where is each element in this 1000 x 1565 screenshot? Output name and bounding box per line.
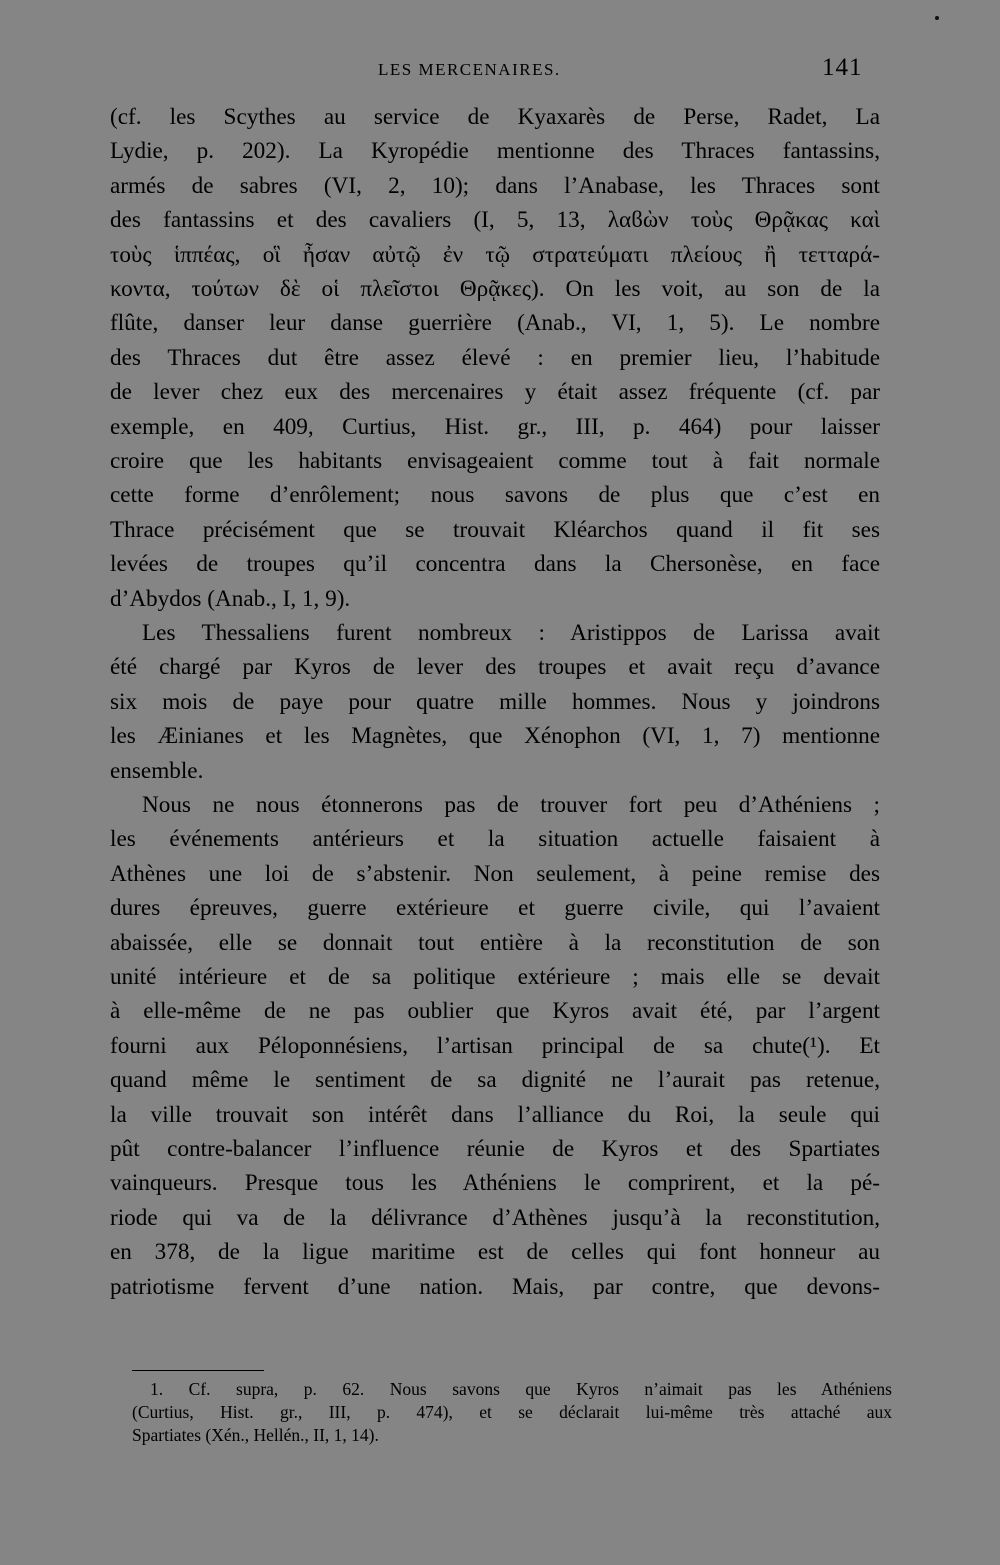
text-line: unité intérieure et de sa politique extérieure ; mais elle se devait xyxy=(110,964,880,990)
text-line: la ville trouvait son intérêt dans l’alliance du Roi, la seule qui xyxy=(110,1101,880,1128)
text-line: des Thraces dut être assez élevé : en premier lieu, l’habitude xyxy=(110,344,880,371)
text-line: dures épreuves, guerre extérieure et guerre civile, qui l’avaient xyxy=(110,895,880,922)
page-number: 141 xyxy=(822,54,863,81)
text-line: κοντα, τούτων δὲ οἱ πλεῖστοι Θρᾷκες). On les voit, au son de la xyxy=(110,276,880,302)
text-line: les événements antérieurs et la situation actuelle faisaient à xyxy=(110,826,880,853)
text-line: les Æinianes et les Magnètes, que Xénophon (VI, 1, 7) mentionne xyxy=(110,723,880,750)
text-line: (cf. les Scythes au service de Kyaxarès de Perse, Radet, La xyxy=(110,104,880,130)
text-line: armés de sabres (VI, 2, 10); dans l’Anabase, les Thraces sont xyxy=(110,172,880,199)
text-line: riode qui va de la délivrance d’Athènes jusqu’à la reconstitution, xyxy=(110,1204,880,1231)
text-line: Lydie, p. 202). La Kyropédie mentionne des Thraces fantassins, xyxy=(110,138,880,165)
text-line: de lever chez eux des mercenaires y était assez fréquente (cf. par xyxy=(110,379,880,406)
text-line: des fantassins et des cavaliers (I, 5, 13, λαϐὼν τοὺς Θρᾷκας καὶ xyxy=(110,207,880,234)
text-line: à elle-même de ne pas oublier que Kyros avait été, par l’argent xyxy=(110,998,880,1025)
text-line: exemple, en 409, Curtius, Hist. gr., III, p. 464) pour laisser xyxy=(110,413,880,440)
running-head xyxy=(0,54,1000,88)
footnote-line: Spartiates (Xén., Hellén., II, 1, 14). xyxy=(132,1425,379,1445)
paragraph-start-line: Nous ne nous étonnerons pas de trouver fort peu d’Athéniens ; xyxy=(142,792,880,818)
running-title: LES MERCENAIRES. xyxy=(378,60,561,79)
text-line: levées de troupes qu’il concentra dans la Chersonèse, en face xyxy=(110,551,880,578)
text-line: abaissée, elle se donnait tout entière à la reconstitution de son xyxy=(110,929,880,956)
footnote-divider xyxy=(132,1370,264,1371)
footnote-line: (Curtius, Hist. gr., III, p. 474), et se déclarait lui-même très attaché aux xyxy=(132,1402,892,1422)
page-speck xyxy=(935,16,939,20)
text-line: flûte, danser leur danse guerrière (Anab., VI, 1, 5). Le nombre xyxy=(110,310,880,337)
text-line: ensemble. xyxy=(110,757,204,784)
text-line: τοὺς ἱππέας, οἳ ἦσαν αὐτῷ ἐν τῷ στρατεύματι πλείους ἢ τετταρά- xyxy=(110,241,880,268)
text-line: d’Abydos (Anab., I, 1, 9). xyxy=(110,585,351,612)
text-line: croire que les habitants envisageaient comme tout à fait normale xyxy=(110,448,880,474)
text-line: vainqueurs. Presque tous les Athéniens le comprirent, et la pé- xyxy=(110,1170,880,1197)
text-line: Thrace précisément que se trouvait Kléarchos quand il fit ses xyxy=(110,516,880,543)
text-line: en 378, de la ligue maritime est de celles qui font honneur au xyxy=(110,1239,880,1266)
text-line: six mois de paye pour quatre mille hommes. Nous y joindrons xyxy=(110,688,880,715)
paragraph-start-line: Les Thessaliens furent nombreux : Aristippos de Larissa avait xyxy=(142,620,880,646)
text-line: cette forme d’enrôlement; nous savons de plus que c’est en xyxy=(110,482,880,509)
text-line: pût contre-balancer l’influence réunie de Kyros et des Spartiates xyxy=(110,1136,880,1162)
text-line: patriotisme fervent d’une nation. Mais, par contre, que devons- xyxy=(110,1273,880,1300)
text-line: fourni aux Péloponnésiens, l’artisan principal de sa chute(¹). Et xyxy=(110,1032,880,1059)
footnote-line: 1. Cf. supra, p. 62. Nous savons que Kyros n’aimait pas les Athéniens xyxy=(150,1379,892,1399)
text-line: quand même le sentiment de sa dignité ne l’aurait pas retenue, xyxy=(110,1067,880,1094)
text-line: Athènes une loi de s’abstenir. Non seulement, à peine remise des xyxy=(110,860,880,887)
text-line: été chargé par Kyros de lever des troupes et avait reçu d’avance xyxy=(110,654,880,681)
